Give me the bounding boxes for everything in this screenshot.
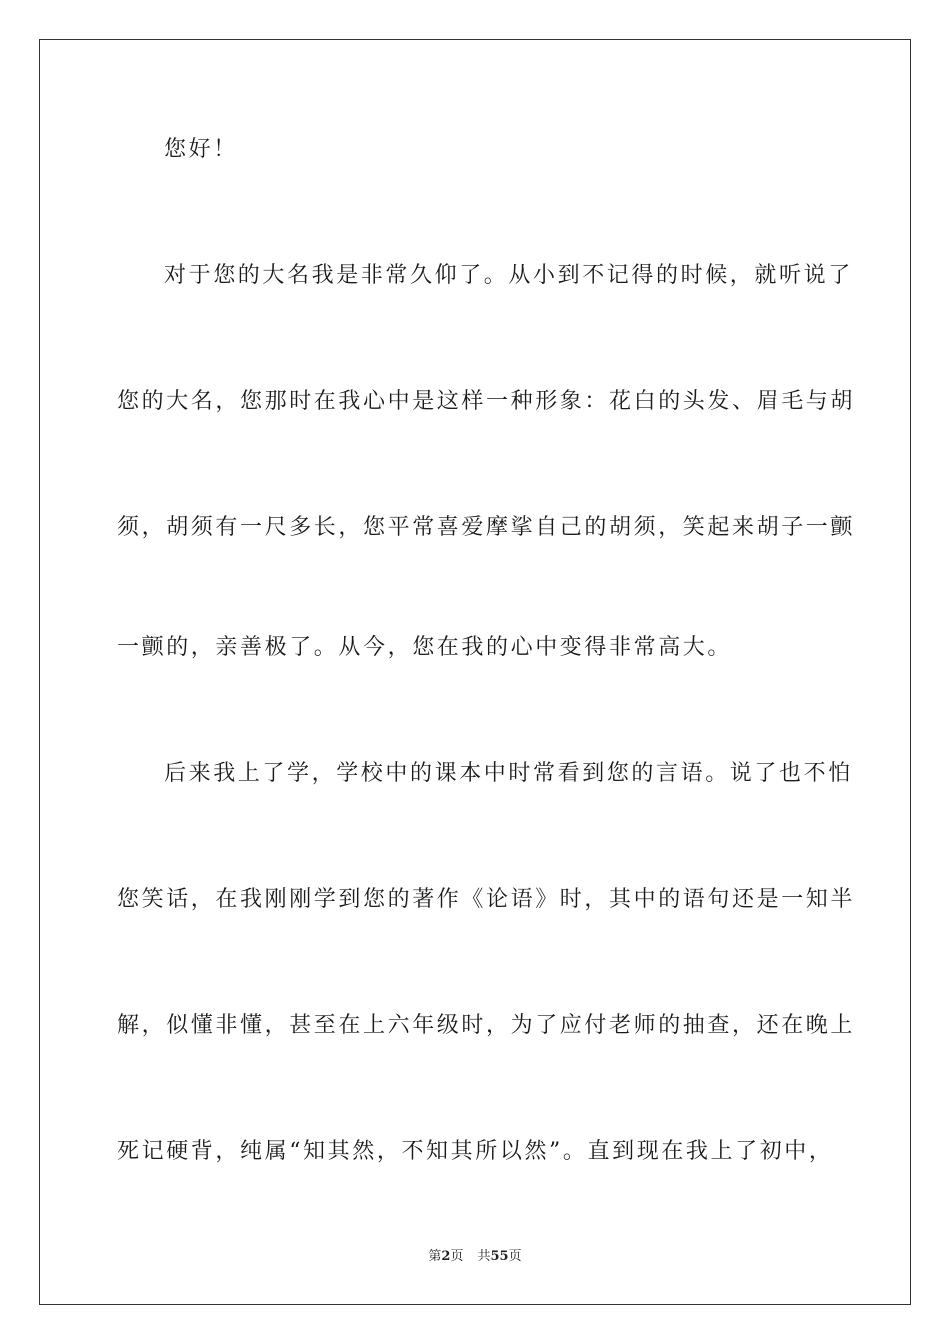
paragraph-2-line-3: 解，似懂非懂，甚至在上六年级时，为了应付老师的抽查，还在晚上 [117, 1013, 856, 1038]
paragraph-1-line-2: 您的大名，您那时在我心中是这样一种形象：花白的头发、眉毛与胡 [117, 389, 856, 414]
total-prefix: 共 [477, 1249, 491, 1264]
paragraph-1-line-4: 一颤的，亲善极了。从今，您在我的心中变得非常高大。 [117, 635, 733, 660]
paragraph-1-line-3: 须，胡须有一尺多长，您平常喜爱摩挲自己的胡须，笑起来胡子一颤 [117, 515, 856, 540]
total-pages: 55 [490, 1249, 509, 1264]
page-footer [0, 1248, 950, 1266]
paragraph-2-line-2: 您笑话，在我刚刚学到您的著作《论语》时，其中的语句还是一知半 [117, 887, 856, 912]
page-frame [39, 39, 911, 1305]
paragraph-2-line-4: 死记硬背，纯属“知其然，不知其所以然”。直到现在我上了初中， [117, 1139, 834, 1164]
page-prefix: 第 [428, 1249, 442, 1264]
total-suffix: 页 [508, 1249, 522, 1264]
paragraph-1-line-1: 对于您的大名我是非常久仰了。从小到不记得的时候，就听说了 [164, 263, 853, 288]
page-number: 2 [441, 1249, 451, 1264]
paragraph-2-line-1: 后来我上了学，学校中的课本中时常看到您的言语。说了也不怕 [164, 761, 853, 786]
greeting-line: 您好！ [164, 137, 238, 162]
page-suffix: 页 [450, 1249, 464, 1264]
